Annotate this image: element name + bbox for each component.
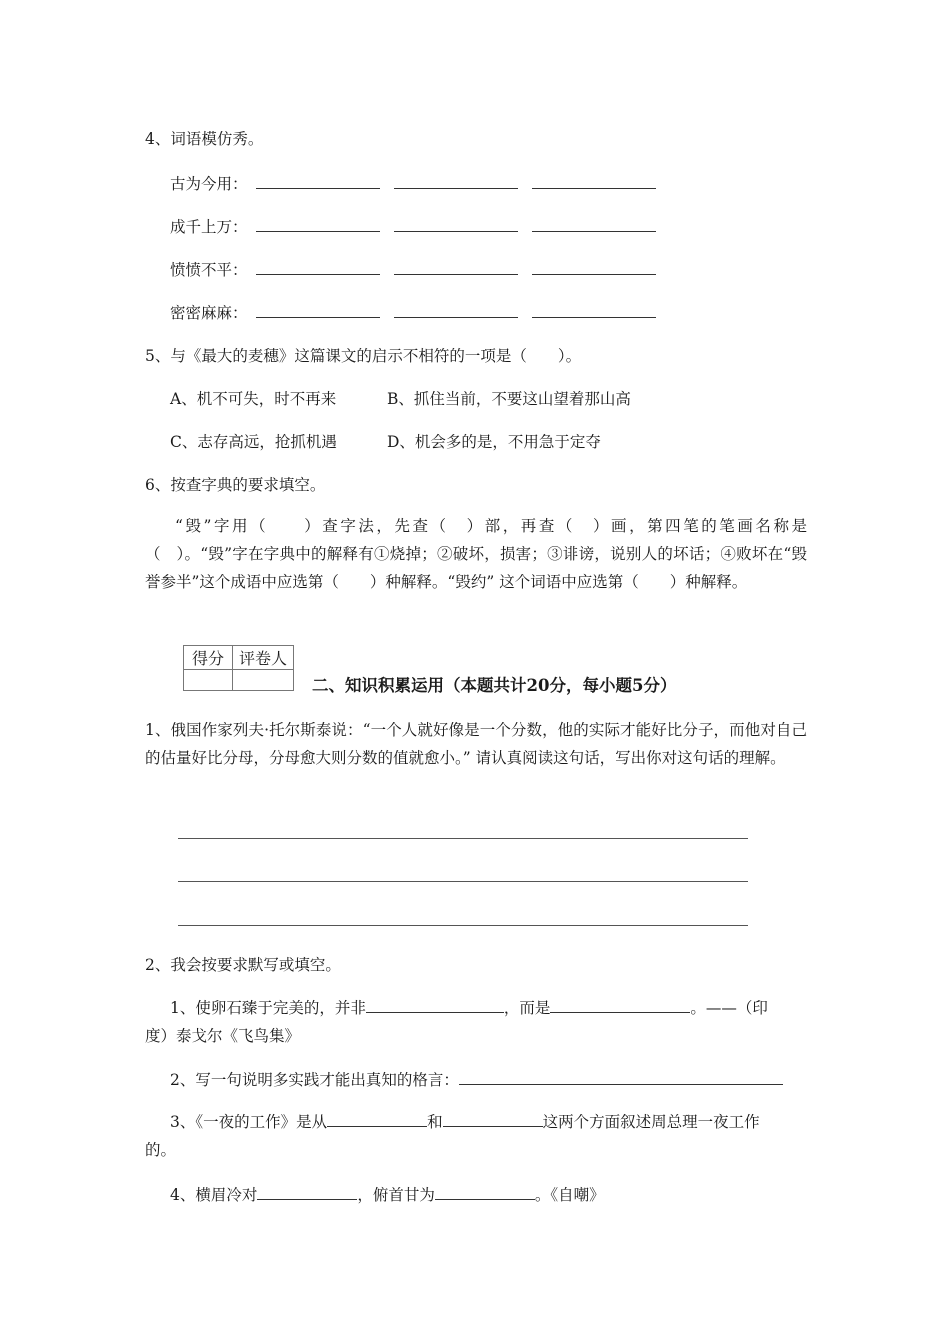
q6-title: 6、按查字典的要求填空。 [145,476,326,494]
answer-blank[interactable] [394,303,518,318]
answer-blank[interactable] [532,217,656,232]
q4-row-label: 古为今用： [170,175,248,193]
answer-blank[interactable] [366,998,504,1013]
answer-blank[interactable] [256,260,380,275]
item-text: 1、使卵石臻于完美的，并非 [170,999,366,1017]
q5-option-b[interactable]: B、抓住当前，不要这山望着那山高 [387,390,631,408]
s2-item-2 [170,1068,783,1090]
answer-blank[interactable] [256,217,380,232]
q4-row-4 [170,301,656,323]
answer-blank[interactable] [550,998,690,1013]
q4-row-label: 成千上万： [170,218,248,236]
score-box [183,645,294,691]
item-text: ，而是 [503,999,551,1017]
q5-option-c[interactable]: C、志存高远，抢抓机遇 [170,433,337,451]
answer-blank[interactable] [256,303,380,318]
s2-item-4 [170,1183,605,1205]
s2-item-3 [170,1110,760,1132]
answer-line[interactable] [178,838,748,839]
item-text: 这两个方面叙述周总理一夜工作 [542,1113,760,1131]
q5-title: 5、与《最大的麦穗》这篇课文的启示不相符的一项是（ ）。 [145,347,582,365]
item-text: 。——（印 [690,999,768,1017]
score-label: 得分 [184,646,233,670]
s2-item-1-cont: 度）泰戈尔《飞鸟集》 [145,1027,301,1045]
s2-q1-text: 1、俄国作家列夫·托尔斯泰说：“一个人就好像是一个分数，他的实际才能好比分子，而他对自己的估量好比分母，分母愈大则分数的值就愈小。” 请认真阅读这句话，写出你对这句话的理解。 [145,721,807,767]
section-title: 二、知识积累运用（本题共计20分，每小题5分） [312,676,677,695]
q4-title: 4、词语模仿秀。 [145,130,264,148]
answer-blank[interactable] [532,174,656,189]
item-text: 3、《一夜的工作》是从 [170,1113,328,1131]
answer-blank[interactable] [394,217,518,232]
item-text: 2、写一句说明多实践才能出真知的格言： [170,1071,459,1089]
q5-option-d[interactable]: D、机会多的是，不用急于定夺 [387,433,601,451]
q4-row-label: 愤愤不平： [170,261,248,279]
answer-blank[interactable] [443,1112,543,1127]
answer-blank[interactable] [459,1070,783,1085]
item-text: 和 [427,1113,443,1131]
answer-blank[interactable] [394,260,518,275]
s2-item-3-cont: 的。 [145,1141,177,1159]
answer-blank[interactable] [257,1185,357,1200]
grader-cell[interactable] [233,670,294,691]
q4-row-2 [170,215,656,237]
answer-blank[interactable] [394,174,518,189]
q4-row-3 [170,258,656,280]
answer-blank[interactable] [532,303,656,318]
answer-line[interactable] [178,925,748,926]
score-cell[interactable] [184,670,233,691]
answer-blank[interactable] [435,1185,535,1200]
q5-option-a[interactable]: A、机不可失，时不再来 [170,390,337,408]
s2-item-1 [170,996,768,1018]
q4-row-1 [170,172,656,194]
q6-body: “毁”字用（ ）查字法，先查（ ）部，再查（ ）画，第四笔的笔画名称是（ ）。“毁”字在字典中的解释有①烧掉；②破坏，损害；③诽谤，说别人的坏话；④败坏在“毁誉参半”这个成语中应选第（ ）种解释。“毁约” 这个词语中应选第（ ）种解释。 [145,517,807,591]
item-text: 4、横眉冷对 [170,1186,258,1204]
answer-line[interactable] [178,881,748,882]
s2-q2-title: 2、我会按要求默写或填空。 [145,956,341,974]
q4-row-label: 密密麻麻： [170,304,248,322]
answer-blank[interactable] [256,174,380,189]
item-text: ，俯首甘为 [357,1186,435,1204]
grader-label: 评卷人 [233,646,294,670]
answer-blank[interactable] [532,260,656,275]
answer-blank[interactable] [327,1112,427,1127]
item-text: 。《自嘲》 [534,1186,605,1204]
